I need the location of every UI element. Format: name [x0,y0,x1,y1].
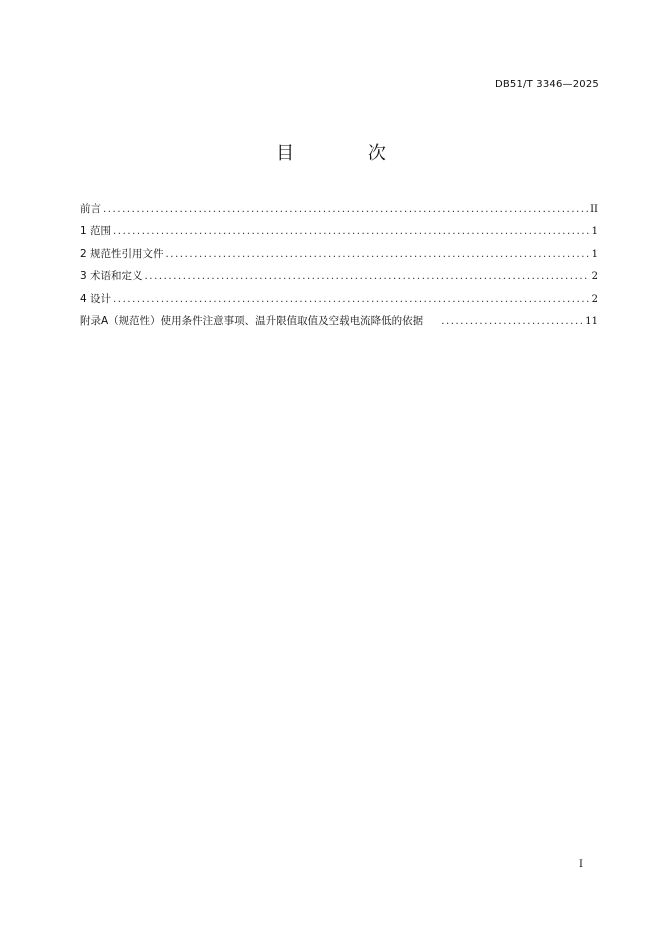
toc-entry-label: 3 术语和定义 [80,270,143,283]
toc-entry-design[interactable] [80,291,598,313]
toc-entry-normative-references[interactable] [80,246,598,268]
toc-dot-leader [166,247,590,263]
toc-list [80,201,598,335]
document-code: DB51/T 3346—2025 [494,79,599,90]
toc-entry-page: II [590,204,598,215]
toc-entry-terms-definitions[interactable] [80,268,598,290]
toc-entry-page: 1 [591,248,598,260]
toc-entry-label: 1 范围 [80,225,112,238]
toc-title: 目 次 [276,143,420,164]
toc-entry-page: 2 [591,271,598,283]
toc-entry-page: 11 [585,315,598,327]
page-number: I [579,859,583,870]
toc-dot-leader [441,314,583,330]
toc-dot-leader [145,269,590,285]
toc-entry-foreword[interactable] [80,201,598,223]
toc-entry-label: 2 规范性引用文件 [80,247,164,260]
toc-entry-label: 前言 [80,203,101,215]
toc-entry-scope[interactable] [80,223,598,245]
toc-entry-label: 4 设计 [80,292,112,305]
toc-entry-annex-a[interactable] [80,313,598,335]
toc-dot-leader [113,292,590,308]
toc-dot-leader [103,202,588,218]
toc-dot-leader [113,224,590,240]
toc-entry-page: 2 [591,293,598,305]
toc-entry-label: 附录A（规范性）使用条件注意事项、温升限值取值及空载电流降低的依据 [80,314,424,327]
toc-entry-page: 1 [591,226,598,238]
